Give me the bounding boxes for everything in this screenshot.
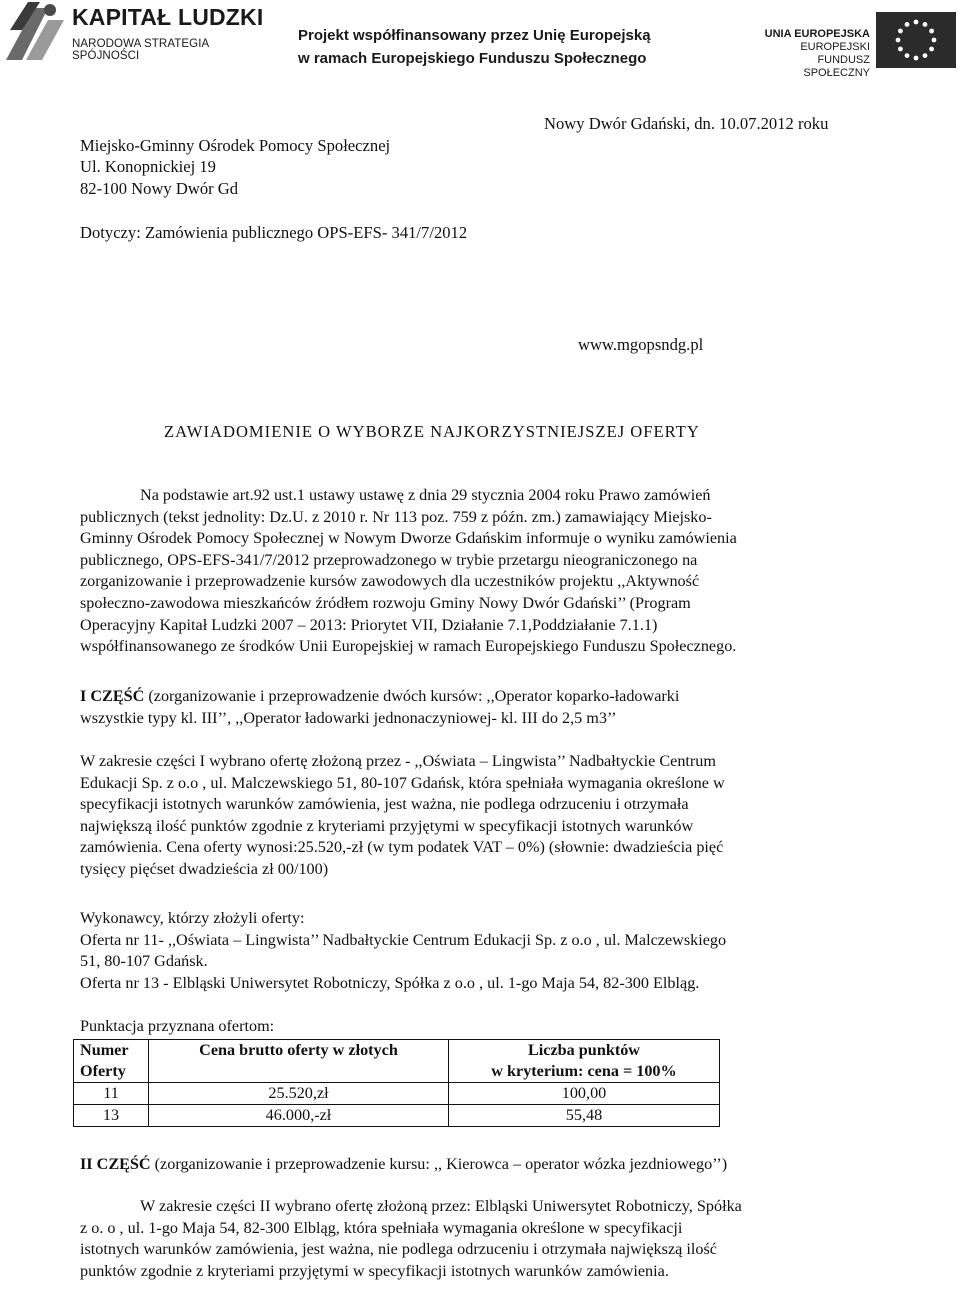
text-line: z o. o , ul. 1-go Maja 54, 82-300 Elbląg, która spełniała wymagania określone w specyfikacji [80,1218,683,1237]
part2-desc: (zorganizowanie i przeprowadzenie kursu: ,, Kierowca – operator wózka jezdniowego’’) [150,1155,728,1173]
text-line: tysięcy pięćset dwadzieścia zł 00/100) [80,859,329,878]
sender-line: Ul. Konopnickiej 19 [80,157,216,177]
part2-paragraph [80,1154,727,1176]
text-line: W zakresie części I wybrano ofertę złożoną przez - ,,Oświata – Lingwista’’ Nadbałtyckie Centrum [80,752,716,770]
scoring-label: Punktacja przyznana ofertom: [80,1017,275,1035]
text-line: Gminny Ośrodek Pomocy Społecznej w Nowym Dworze Gdańskim informuje o wyniku zamówienia [80,529,737,548]
table-cell: 100,00 [449,1083,720,1105]
part1-label: I CZĘŚĆ [80,687,145,705]
kapital-ludzki-logo [4,0,264,68]
eu-line: UNIA EUROPEJSKA [764,28,870,40]
kl-subtitle: NARODOWA STRATEGIA SPÓJNOŚCI [72,38,209,62]
sender-line: 82-100 Nowy Dwór Gd [80,178,239,198]
kl-title: KAPITAŁ LUDZKI [72,4,264,30]
table-cell: 13 [74,1105,149,1127]
text-line: publicznych (tekst jednolity: Dz.U. z 2010 r. Nr 113 poz. 759 z późn. zm.) zamawiający Miejsko- [80,507,712,526]
bidders-paragraph [80,908,726,994]
table-header-row [74,1040,720,1083]
project-cofinanced-note [298,24,651,70]
sender-address [80,135,390,199]
header-offer-number: Numer Oferty [74,1040,149,1083]
text-line: największą ilość punktów zgodnie z kryteriami przyjętymi w specyfikacji istotnych warunków [80,816,694,835]
text-line: publicznego, OPS-EFS-341/7/2012 przeprowadzonego w trybie przetargu nieograniczonego na [80,550,698,569]
text-line: Oferta nr 13 - Elbląski Uniwersytet Robotniczy, Spółka z o.o , ul. 1-go Maja 54, 82-300 Elbląg. [80,973,700,992]
text-line: Wykonawcy, którzy złożyli oferty: [80,909,305,927]
text-line: istotnych warunków zamówienia, jest ważna, nie podlega odrzuceniu i otrzymała największą ilość [80,1240,717,1259]
table-cell: 55,48 [449,1105,720,1127]
table-cell: 25.520,zł [149,1083,449,1105]
eu-line: EUROPEJSKI [800,41,870,53]
eu-flag-icon [876,12,956,68]
document-date: Nowy Dwór Gdański, dn. 10.07.2012 roku [544,114,829,133]
intro-paragraph [80,485,737,658]
header-points: Liczba punktów w kryterium: cena = 100% [449,1040,720,1083]
header-gross-price: Cena brutto oferty w złotych [149,1040,449,1083]
subject-line: Dotyczy: Zamówienia publicznego OPS-EFS- 341/7/2012 [80,223,468,242]
eu-line: FUNDUSZ SPOŁECZNY [803,54,870,79]
part2-selection-paragraph [80,1196,742,1282]
eu-label [758,28,870,80]
table-row [74,1083,720,1105]
text-line: Edukacji Sp. z o.o , ul. Malczewskiego 51, 80-107 Gdańsk, która spełniała wymagania określone w [80,773,725,792]
sender-line: Miejsko-Gminny Ośrodek Pomocy Społecznej [80,136,391,155]
project-line: w ramach Europejskiego Funduszu Społecznego [298,50,647,67]
table-cell: 11 [74,1083,149,1105]
project-line: Projekt współfinansowany przez Unię Europejską [298,27,651,44]
table-cell: 46.000,-zł [149,1105,449,1127]
part2-label: II CZĘŚĆ [80,1155,151,1173]
text-line: zorganizowanie i przeprowadzenie kursów zawodowych dla uczestników projektu ,,Aktywność [80,572,700,591]
text-line: 51, 80-107 Gdańsk. [80,952,208,971]
part1-desc: (zorganizowanie i przeprowadzenie dwóch kursów: ,,Operator koparko-ładowarki [144,687,680,705]
text-line: Oferta nr 11- ,,Oświata – Lingwista’’ Nadbałtyckie Centrum Edukacji Sp. z o.o , ul. Malczewskiego [80,930,727,949]
text-line: specyfikacji istotnych warunków zamówienia, jest ważna, nie podlega odrzuceniu i otrzymała [80,795,689,814]
text-line [80,686,679,708]
part1-paragraph [80,686,679,729]
text-line: Na podstawie art.92 ust.1 ustawy ustawę z dnia 29 stycznia 2004 roku Prawo zamówień [140,486,711,504]
text-line: zamówienia. Cena oferty wynosi:25.520,-zł (w tym podatek VAT – 0%) (słownie: dwadzieścia pięć [80,838,724,857]
scoring-table [73,1039,720,1127]
text-line: społeczno-zawodowa mieszkańców źródłem rozwoju Gminy Nowy Dwór Gdański’’ (Program [80,593,691,612]
part1-selection-paragraph [80,751,725,881]
text-line: punktów zgodnie z kryteriami przyjętymi w specyfikacji istotnych warunków zamówienia. [80,1261,669,1280]
kapital-ludzki-emblem-icon [4,0,66,66]
website-link[interactable]: www.mgopsndg.pl [578,335,704,354]
text-line: W zakresie części II wybrano ofertę złożoną przez: Elbląski Uniwersytet Robotniczy, Spółka [140,1197,742,1215]
table-row [74,1105,720,1127]
text-line: wszystkie typy kl. III’’, ,,Operator ładowarki jednonaczyniowej- kl. III do 2,5 m3’’ [80,708,617,727]
document-heading: ZAWIADOMIENIE O WYBORZE NAJKORZYSTNIEJSZEJ OFERTY [164,422,700,441]
text-line: współfinansowanego ze środków Unii Europejskiej w ramach Europejskiego Funduszu Społecznego. [80,637,737,656]
text-line: Operacyjny Kapitał Ludzki 2007 – 2013: Priorytet VII, Działanie 7.1,Poddziałanie 7.1.1) [80,615,658,634]
